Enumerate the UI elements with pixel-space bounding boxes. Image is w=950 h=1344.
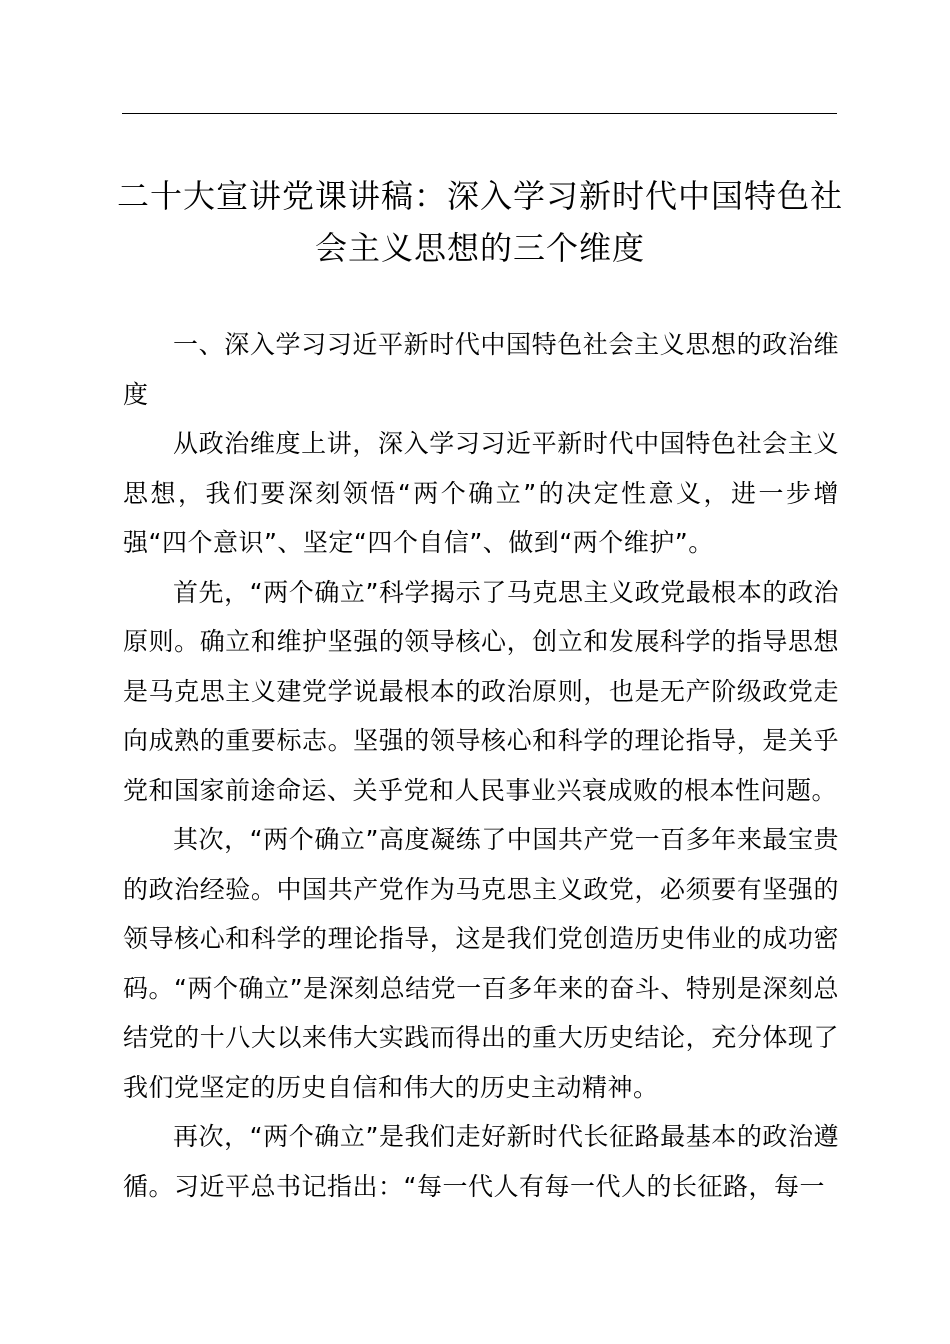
section-heading: 一、深入学习习近平新时代中国特色社会主义思想的政治维度: [123, 330, 839, 409]
body-paragraph: 再次，“两个确立”是我们走好新时代长征路最基本的政治遵循。习近平总书记指出：“每一代人有每一代人的长征路，每一: [123, 1122, 839, 1201]
body-paragraph: 从政治维度上讲，深入学习习近平新时代中国特色社会主义思想，我们要深刻领悟“两个确立”的决定性意义，进一步增强“四个意识”、坚定“四个自信”、做到“两个维护”。: [123, 429, 839, 557]
body-paragraph: 首先，“两个确立”科学揭示了马克思主义政党最根本的政治原则。确立和维护坚强的领导核心，创立和发展科学的指导思想是马克思主义建党学说最根本的政治原则，也是无产阶级政党走向成熟的重要标志。坚强的领导核心和科学的理论指导，是关乎党和国家前途命运、关乎党和人民事业兴衰成败的根本性问题。: [123, 577, 839, 805]
document-title: 二十大宣讲党课讲稿：深入学习新时代中国特色社会主义思想的三个维度: [116, 177, 843, 267]
body-paragraph: 其次，“两个确立”高度凝练了中国共产党一百多年来最宝贵的政治经验。中国共产党作为马克思主义政党，必须要有坚强的领导核心和科学的理论指导，这是我们党创造历史伟业的成功密码。“两个确立”是深刻总结党一百多年来的奋斗、特别是深刻总结党的十八大以来伟大实践而得出的重大历史结论，充分体现了我们党坚定的历史自信和伟大的历史主动精神。: [123, 825, 839, 1102]
document-body: [123, 320, 839, 1211]
header-rule: [122, 113, 837, 114]
